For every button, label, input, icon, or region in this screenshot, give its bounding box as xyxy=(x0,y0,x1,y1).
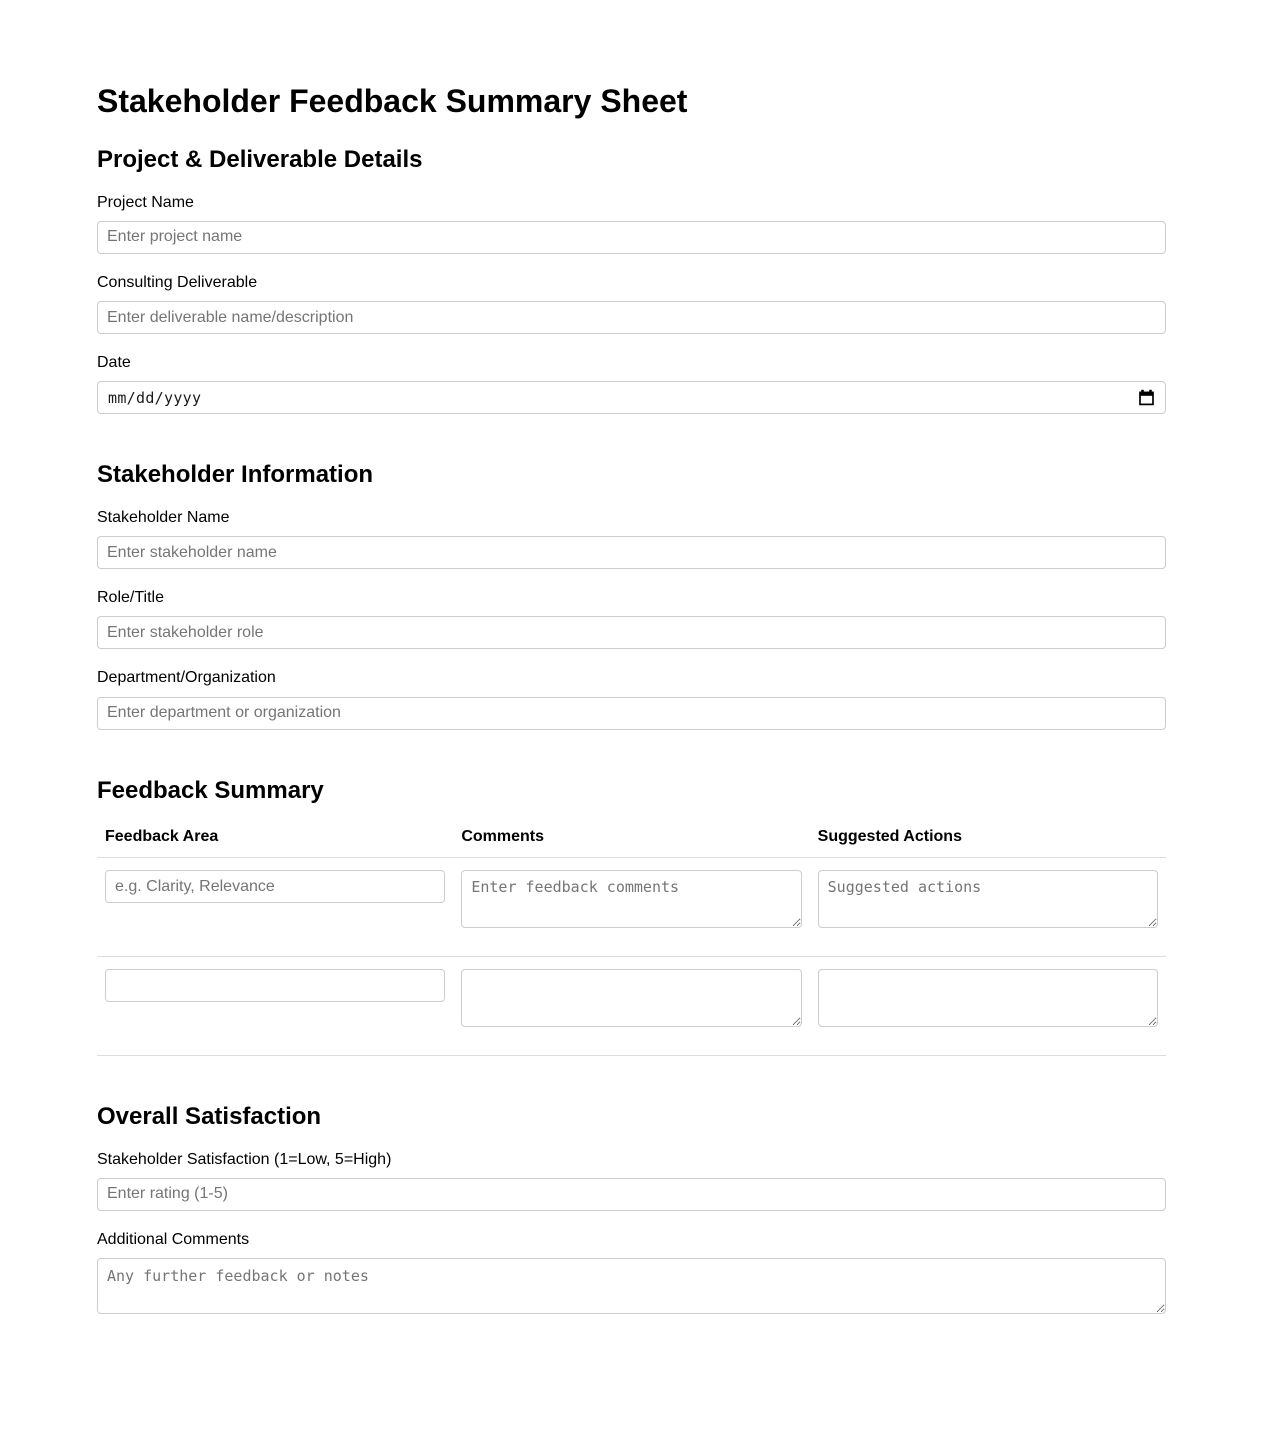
section-stakeholder-information xyxy=(97,461,1166,729)
satisfaction-rating-input[interactable] xyxy=(97,1178,1166,1211)
department-organization-input[interactable] xyxy=(97,697,1166,730)
project-name-input[interactable] xyxy=(97,221,1166,254)
date-label: Date xyxy=(97,354,131,372)
department-organization-label: Department/Organization xyxy=(97,669,276,687)
feedback-area-cell-2 xyxy=(97,957,453,1056)
suggested-actions-cell-1 xyxy=(810,858,1166,957)
column-header-feedback-area: Feedback Area xyxy=(105,828,219,846)
overall-satisfaction-heading: Overall Satisfaction xyxy=(97,1103,322,1131)
feedback-table-row-1 xyxy=(97,858,1166,957)
page-title: Stakeholder Feedback Summary Sheet xyxy=(97,83,688,119)
role-title-label: Role/Title xyxy=(97,589,164,607)
additional-comments-textarea[interactable] xyxy=(97,1258,1166,1314)
feedback-table-header-row xyxy=(97,820,1166,858)
consulting-deliverable-input[interactable] xyxy=(97,301,1166,334)
project-details-heading: Project & Deliverable Details xyxy=(97,146,423,174)
suggested-actions-cell-2 xyxy=(810,957,1166,1056)
column-header-suggested-actions: Suggested Actions xyxy=(817,828,962,846)
section-project-details xyxy=(97,146,1166,414)
comments-cell-1 xyxy=(453,858,809,957)
satisfaction-rating-label: Stakeholder Satisfaction (1=Low, 5=High) xyxy=(97,1150,392,1168)
consulting-deliverable-label: Consulting Deliverable xyxy=(97,273,258,291)
suggested-actions-textarea-row2[interactable] xyxy=(818,969,1158,1027)
stakeholder-name-label: Stakeholder Name xyxy=(97,508,230,526)
calendar-icon[interactable] xyxy=(1138,389,1155,406)
feedback-area-cell-1 xyxy=(97,858,453,957)
role-title-input[interactable] xyxy=(97,616,1166,649)
column-header-comments: Comments xyxy=(461,828,545,846)
feedback-area-input-row1[interactable] xyxy=(105,870,445,903)
feedback-form-page xyxy=(97,0,1166,1446)
date-value: mm/dd/yyyy xyxy=(108,388,202,407)
comments-textarea-row2[interactable] xyxy=(461,969,801,1027)
feedback-table-row-2 xyxy=(97,957,1166,1056)
date-input[interactable] xyxy=(97,381,1166,414)
stakeholder-information-heading: Stakeholder Information xyxy=(97,461,374,489)
additional-comments-label: Additional Comments xyxy=(97,1230,250,1248)
section-overall-satisfaction xyxy=(97,1103,1166,1314)
suggested-actions-textarea-row1[interactable] xyxy=(818,870,1158,928)
comments-textarea-row1[interactable] xyxy=(461,870,801,928)
comments-cell-2 xyxy=(453,957,809,1056)
section-feedback-summary xyxy=(97,777,1166,1057)
feedback-summary-heading: Feedback Summary xyxy=(97,776,324,804)
feedback-area-input-row2[interactable] xyxy=(105,969,445,1002)
stakeholder-name-input[interactable] xyxy=(97,536,1166,569)
project-name-label: Project Name xyxy=(97,193,194,211)
feedback-table xyxy=(97,820,1166,1056)
